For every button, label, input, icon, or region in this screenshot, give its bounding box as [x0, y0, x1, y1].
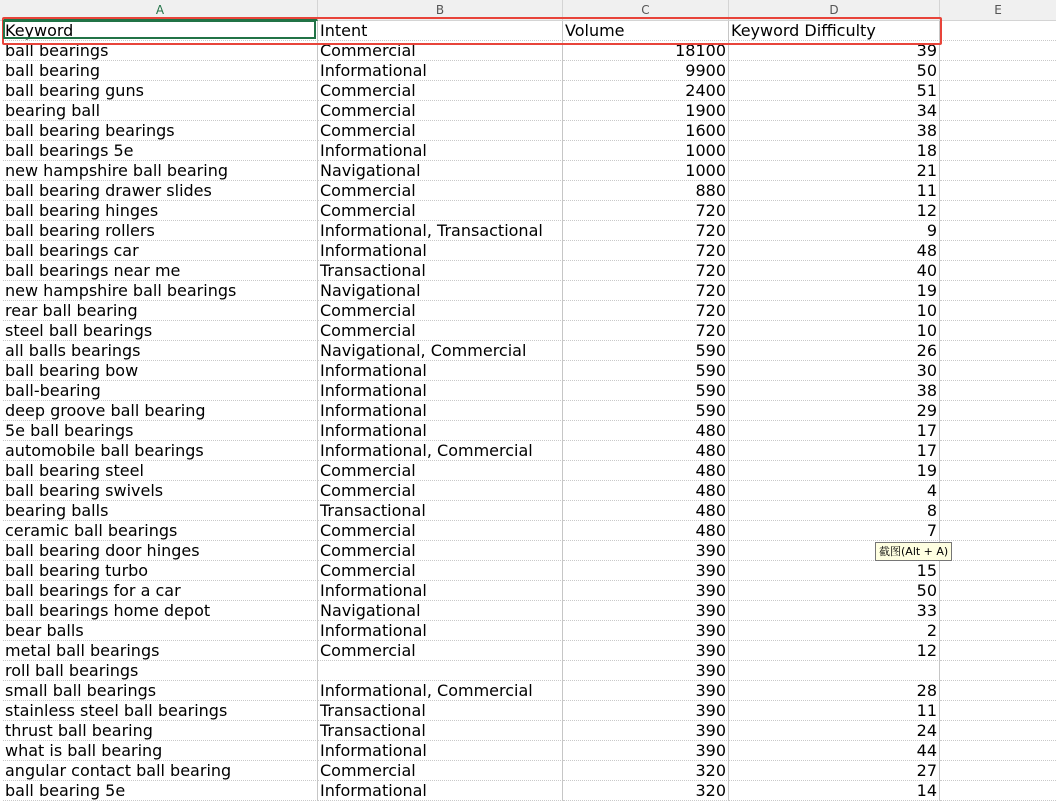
cell-difficulty[interactable]: 10 — [729, 321, 940, 341]
empty-cell[interactable] — [940, 101, 1056, 121]
table-row — [0, 361, 1056, 381]
cell-difficulty[interactable]: 29 — [729, 401, 940, 421]
cell-keyword[interactable]: what is ball bearing — [3, 741, 318, 761]
empty-cell[interactable] — [940, 361, 1056, 381]
cell-keyword[interactable]: metal ball bearings — [3, 641, 318, 661]
cell-keyword[interactable]: ball bearing steel — [3, 461, 318, 481]
cell-difficulty[interactable]: 26 — [729, 341, 940, 361]
empty-cell[interactable] — [940, 181, 1056, 201]
table-row — [0, 741, 1056, 761]
cell-intent[interactable]: Commercial — [318, 461, 563, 481]
cell-difficulty[interactable]: 38 — [729, 381, 940, 401]
cell-intent[interactable]: Transactional — [318, 501, 563, 521]
table-row — [0, 521, 1056, 541]
cell-intent[interactable]: Navigational — [318, 281, 563, 301]
cell-volume[interactable]: 18100 — [563, 41, 729, 61]
table-row — [0, 581, 1056, 601]
cell-volume[interactable]: 320 — [563, 761, 729, 781]
cell-volume[interactable]: 390 — [563, 601, 729, 621]
empty-cell[interactable] — [940, 541, 1056, 561]
cell-intent[interactable]: Navigational — [318, 601, 563, 621]
empty-cell[interactable] — [940, 701, 1056, 721]
cell-difficulty[interactable]: 12 — [729, 641, 940, 661]
cell-keyword[interactable]: ball bearing bearings — [3, 121, 318, 141]
empty-cell[interactable] — [940, 221, 1056, 241]
header-cell-intent[interactable]: Intent — [318, 21, 563, 41]
cell-difficulty[interactable]: 34 — [729, 101, 940, 121]
empty-cell[interactable] — [940, 61, 1056, 81]
column-header-a[interactable]: A — [3, 0, 318, 21]
cell-keyword[interactable]: ball bearings near me — [3, 261, 318, 281]
cell-difficulty[interactable]: 33 — [729, 601, 940, 621]
cell-volume[interactable]: 390 — [563, 681, 729, 701]
column-header-bar — [0, 0, 1056, 21]
cell-keyword[interactable]: ball bearing turbo — [3, 561, 318, 581]
cell-keyword[interactable]: ball bearings 5e — [3, 141, 318, 161]
cell-volume[interactable]: 590 — [563, 341, 729, 361]
cell-keyword[interactable]: ball bearing rollers — [3, 221, 318, 241]
cell-keyword[interactable]: ball bearing bow — [3, 361, 318, 381]
cell-intent[interactable]: Commercial — [318, 301, 563, 321]
cell-keyword[interactable]: ball bearings for a car — [3, 581, 318, 601]
cell-volume[interactable]: 2400 — [563, 81, 729, 101]
table-row — [0, 81, 1056, 101]
cell-intent[interactable]: Transactional — [318, 701, 563, 721]
cell-volume[interactable]: 480 — [563, 521, 729, 541]
cell-volume[interactable]: 390 — [563, 661, 729, 681]
cell-keyword[interactable]: ball bearing — [3, 61, 318, 81]
cell-keyword[interactable]: angular contact ball bearing — [3, 761, 318, 781]
cell-volume[interactable]: 720 — [563, 241, 729, 261]
empty-cell[interactable] — [940, 641, 1056, 661]
empty-cell[interactable] — [940, 721, 1056, 741]
cell-keyword[interactable]: deep groove ball bearing — [3, 401, 318, 421]
table-row — [0, 321, 1056, 341]
cell-keyword[interactable]: new hampshire ball bearing — [3, 161, 318, 181]
empty-cell[interactable] — [940, 741, 1056, 761]
cell-intent[interactable]: Commercial — [318, 121, 563, 141]
cell-difficulty[interactable]: 38 — [729, 121, 940, 141]
table-row — [0, 501, 1056, 521]
empty-cell[interactable] — [940, 81, 1056, 101]
table-row — [0, 401, 1056, 421]
cell-volume[interactable]: 480 — [563, 501, 729, 521]
table-row — [0, 121, 1056, 141]
table-row — [0, 701, 1056, 721]
empty-cell[interactable] — [940, 461, 1056, 481]
cell-volume[interactable]: 390 — [563, 641, 729, 661]
empty-cell[interactable] — [940, 121, 1056, 141]
cell-intent[interactable]: Transactional — [318, 721, 563, 741]
cell-keyword[interactable]: ball bearings — [3, 41, 318, 61]
cell-difficulty[interactable]: 18 — [729, 141, 940, 161]
cell-difficulty[interactable]: 27 — [729, 761, 940, 781]
column-header-c[interactable]: C — [563, 0, 729, 20]
table-row — [0, 241, 1056, 261]
data-rows — [0, 41, 1056, 801]
header-row — [0, 21, 1056, 41]
table-row — [0, 721, 1056, 741]
cell-difficulty[interactable]: 12 — [729, 201, 940, 221]
table-row — [0, 61, 1056, 81]
cell-difficulty[interactable] — [729, 661, 940, 681]
table-row — [0, 181, 1056, 201]
cell-difficulty[interactable]: 21 — [729, 161, 940, 181]
cell-intent[interactable]: Navigational — [318, 161, 563, 181]
cell-keyword[interactable]: ball bearings home depot — [3, 601, 318, 621]
empty-cell[interactable] — [940, 581, 1056, 601]
header-cell-volume[interactable]: Volume — [563, 21, 729, 41]
cell-intent[interactable]: Informational — [318, 421, 563, 441]
table-row — [0, 681, 1056, 701]
cell-difficulty[interactable]: 51 — [729, 81, 940, 101]
cell-intent[interactable]: Informational — [318, 381, 563, 401]
table-row — [0, 641, 1056, 661]
cell-volume[interactable]: 390 — [563, 621, 729, 641]
cell-volume[interactable]: 1000 — [563, 161, 729, 181]
cell-volume[interactable]: 320 — [563, 781, 729, 801]
column-header-e[interactable]: E — [994, 3, 1002, 17]
cell-volume[interactable]: 720 — [563, 281, 729, 301]
empty-cell[interactable] — [940, 621, 1056, 641]
cell-intent[interactable]: Commercial — [318, 481, 563, 501]
cell-volume[interactable]: 1000 — [563, 141, 729, 161]
empty-cell[interactable] — [940, 421, 1056, 441]
cell-difficulty[interactable]: 8 — [729, 501, 940, 521]
table-row — [0, 621, 1056, 641]
cell-keyword[interactable]: ball bearings car — [3, 241, 318, 261]
cell-keyword[interactable]: roll ball bearings — [3, 661, 318, 681]
table-row — [0, 281, 1056, 301]
cell-intent[interactable]: Commercial — [318, 561, 563, 581]
empty-cell[interactable] — [940, 601, 1056, 621]
cell-difficulty[interactable]: 2 — [729, 621, 940, 641]
cell-difficulty[interactable]: 28 — [729, 681, 940, 701]
empty-cell[interactable] — [940, 241, 1056, 261]
table-row — [0, 301, 1056, 321]
cell-volume[interactable]: 590 — [563, 361, 729, 381]
table-row — [0, 261, 1056, 281]
cell-intent[interactable]: Informational, Commercial — [318, 441, 563, 461]
header-cell-difficulty[interactable]: Keyword Difficulty — [729, 21, 940, 41]
empty-cell[interactable] — [940, 761, 1056, 781]
empty-cell[interactable] — [940, 681, 1056, 701]
table-row — [0, 601, 1056, 621]
cell-difficulty[interactable]: 24 — [729, 721, 940, 741]
cell-keyword[interactable]: steel ball bearings — [3, 321, 318, 341]
cell-keyword[interactable]: ball bearing hinges — [3, 201, 318, 221]
empty-cell[interactable] — [940, 341, 1056, 361]
table-row — [0, 101, 1056, 121]
cell-intent[interactable]: Commercial — [318, 541, 563, 561]
cell-volume[interactable]: 720 — [563, 301, 729, 321]
empty-cell[interactable] — [940, 41, 1056, 61]
cell-keyword[interactable]: ball bearing swivels — [3, 481, 318, 501]
cell-volume[interactable]: 720 — [563, 321, 729, 341]
empty-cell[interactable] — [940, 401, 1056, 421]
cell-keyword[interactable]: new hampshire ball bearings — [3, 281, 318, 301]
cell-keyword[interactable]: bearing balls — [3, 501, 318, 521]
empty-cell[interactable] — [940, 321, 1056, 341]
cell-volume[interactable]: 390 — [563, 561, 729, 581]
header-cell-keyword[interactable]: Keyword — [3, 21, 318, 41]
cell-intent[interactable]: Informational — [318, 241, 563, 261]
cell-volume[interactable]: 9900 — [563, 61, 729, 81]
table-row — [0, 41, 1056, 61]
table-row — [0, 161, 1056, 181]
cell-intent[interactable]: Navigational, Commercial — [318, 341, 563, 361]
cell-keyword[interactable]: bear balls — [3, 621, 318, 641]
cell-intent[interactable]: Informational — [318, 581, 563, 601]
cell-intent[interactable]: Informational — [318, 781, 563, 801]
spreadsheet-grid — [0, 21, 1056, 801]
cell-intent[interactable]: Commercial — [318, 641, 563, 661]
column-header-d[interactable]: D — [729, 0, 940, 20]
table-row — [0, 481, 1056, 501]
column-header-b[interactable]: B — [318, 0, 563, 20]
cell-difficulty[interactable]: 15 — [729, 561, 940, 581]
cell-difficulty[interactable]: 9 — [729, 221, 940, 241]
cell-intent[interactable]: Informational — [318, 621, 563, 641]
cell-intent[interactable]: Commercial — [318, 321, 563, 341]
cell-keyword[interactable]: ball bearing door hinges — [3, 541, 318, 561]
cell-intent[interactable]: Transactional — [318, 261, 563, 281]
cell-difficulty[interactable]: 40 — [729, 261, 940, 281]
cell-difficulty[interactable]: 30 — [729, 361, 940, 381]
cell-difficulty[interactable]: 11 — [729, 701, 940, 721]
cell-keyword[interactable]: 5e ball bearings — [3, 421, 318, 441]
empty-cell[interactable] — [940, 141, 1056, 161]
table-row — [0, 341, 1056, 361]
cell-intent[interactable]: Informational — [318, 61, 563, 81]
cell-intent[interactable]: Commercial — [318, 101, 563, 121]
cell-keyword[interactable]: ball bearing drawer slides — [3, 181, 318, 201]
cell-intent[interactable]: Informational — [318, 361, 563, 381]
empty-cell[interactable] — [940, 381, 1056, 401]
cell-intent[interactable]: Informational, Commercial — [318, 681, 563, 701]
cell-keyword[interactable]: ball bearing guns — [3, 81, 318, 101]
cell-volume[interactable]: 720 — [563, 221, 729, 241]
cell-keyword[interactable]: small ball bearings — [3, 681, 318, 701]
empty-cell[interactable] — [940, 781, 1056, 801]
cell-intent[interactable]: Informational, Transactional — [318, 221, 563, 241]
cell-volume[interactable]: 880 — [563, 181, 729, 201]
empty-cell[interactable] — [940, 501, 1056, 521]
cell-volume[interactable]: 590 — [563, 381, 729, 401]
cell-volume[interactable]: 390 — [563, 741, 729, 761]
cell-volume[interactable]: 590 — [563, 401, 729, 421]
table-row — [0, 661, 1056, 681]
empty-cell[interactable] — [940, 281, 1056, 301]
cell-difficulty[interactable]: 50 — [729, 581, 940, 601]
cell-intent[interactable]: Commercial — [318, 41, 563, 61]
table-row — [0, 141, 1056, 161]
cell-keyword[interactable]: ball-bearing — [3, 381, 318, 401]
cell-volume[interactable]: 390 — [563, 541, 729, 561]
cell-intent[interactable]: Informational — [318, 741, 563, 761]
empty-cell[interactable] — [940, 261, 1056, 281]
cell-difficulty[interactable]: 48 — [729, 241, 940, 261]
table-row — [0, 461, 1056, 481]
cell-difficulty[interactable]: 19 — [729, 461, 940, 481]
cell-difficulty[interactable]: 50 — [729, 61, 940, 81]
cell-intent[interactable]: Commercial — [318, 81, 563, 101]
cell-intent[interactable]: Commercial — [318, 201, 563, 221]
cell-keyword[interactable]: bearing ball — [3, 101, 318, 121]
cell-difficulty[interactable]: 10 — [729, 301, 940, 321]
cell-volume[interactable]: 480 — [563, 421, 729, 441]
cell-difficulty[interactable]: 11 — [729, 181, 940, 201]
cell-intent[interactable]: Commercial — [318, 521, 563, 541]
cell-keyword[interactable]: rear ball bearing — [3, 301, 318, 321]
cell-intent[interactable]: Informational — [318, 401, 563, 421]
table-row — [0, 761, 1056, 781]
table-row — [0, 221, 1056, 241]
cell-intent[interactable]: Commercial — [318, 181, 563, 201]
cell-difficulty[interactable]: 7 — [729, 521, 940, 541]
empty-cell[interactable] — [940, 161, 1056, 181]
empty-cell[interactable] — [940, 441, 1056, 461]
cell-difficulty[interactable]: 14 — [729, 781, 940, 801]
cell-keyword[interactable]: ceramic ball bearings — [3, 521, 318, 541]
table-row — [0, 441, 1056, 461]
cell-volume[interactable]: 390 — [563, 581, 729, 601]
cell-intent[interactable]: Informational — [318, 141, 563, 161]
table-row — [0, 561, 1056, 581]
cell-difficulty[interactable]: 44 — [729, 741, 940, 761]
empty-cell[interactable] — [940, 21, 1056, 41]
table-row — [0, 421, 1056, 441]
cell-volume[interactable]: 1900 — [563, 101, 729, 121]
cell-volume[interactable]: 720 — [563, 261, 729, 281]
empty-cell[interactable] — [940, 521, 1056, 541]
cell-difficulty[interactable]: 4 — [729, 481, 940, 501]
cell-difficulty[interactable]: 17 — [729, 421, 940, 441]
cell-volume[interactable]: 390 — [563, 701, 729, 721]
cell-volume[interactable]: 1600 — [563, 121, 729, 141]
cell-keyword[interactable]: ball bearing 5e — [3, 781, 318, 801]
table-row — [0, 201, 1056, 221]
empty-cell[interactable] — [940, 661, 1056, 681]
table-row — [0, 381, 1056, 401]
empty-cell[interactable] — [940, 201, 1056, 221]
cell-intent[interactable]: Commercial — [318, 761, 563, 781]
cell-difficulty[interactable]: 17 — [729, 441, 940, 461]
cell-volume[interactable]: 390 — [563, 721, 729, 741]
cell-difficulty[interactable]: 39 — [729, 41, 940, 61]
cell-volume[interactable]: 480 — [563, 441, 729, 461]
cell-difficulty[interactable]: 19 — [729, 281, 940, 301]
cell-volume[interactable]: 720 — [563, 201, 729, 221]
empty-cell[interactable] — [940, 301, 1056, 321]
cell-volume[interactable]: 480 — [563, 481, 729, 501]
table-row — [0, 781, 1056, 801]
cell-keyword[interactable]: automobile ball bearings — [3, 441, 318, 461]
empty-cell[interactable] — [940, 481, 1056, 501]
empty-cell[interactable] — [940, 561, 1056, 581]
cell-volume[interactable]: 480 — [563, 461, 729, 481]
cell-keyword[interactable]: stainless steel ball bearings — [3, 701, 318, 721]
cell-intent[interactable] — [318, 661, 563, 681]
screenshot-tooltip: 截图(Alt + A) — [875, 542, 952, 561]
cell-keyword[interactable]: thrust ball bearing — [3, 721, 318, 741]
cell-keyword[interactable]: all balls bearings — [3, 341, 318, 361]
